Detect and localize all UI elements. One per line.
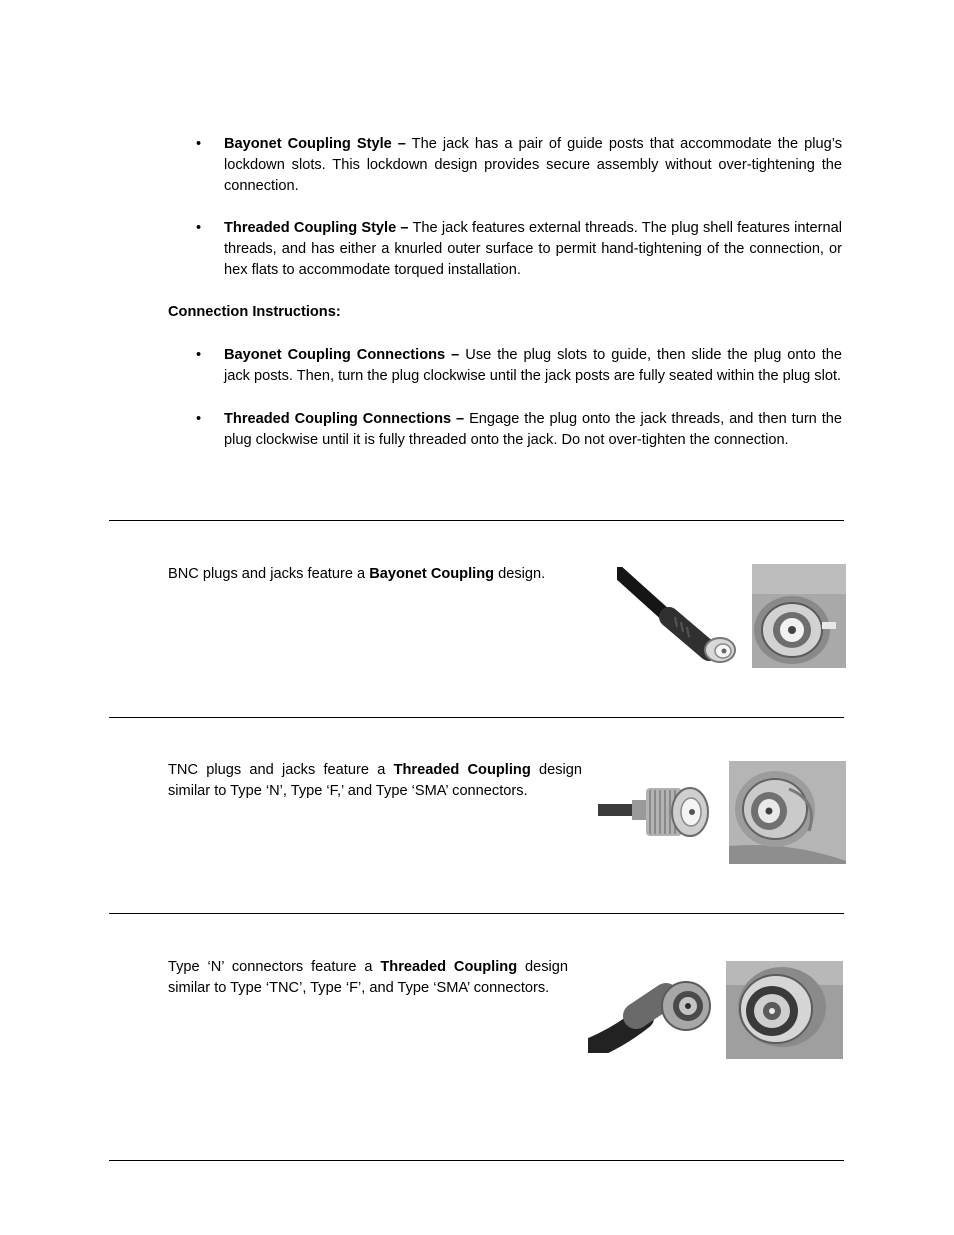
type-n-jack-image (726, 961, 843, 1059)
bnc-jack-image (752, 564, 846, 668)
bnc-jack-icon (752, 564, 846, 668)
item-text: Use the plug slots to guide, then slide the plug onto the jack posts. Then, turn the plug clockwise until the jack posts are fully seated within the plug slot. (224, 347, 842, 384)
tnc-jack-image (729, 761, 846, 864)
section-divider (109, 913, 844, 914)
connection-instructions-heading: Connection Instructions: (168, 304, 341, 320)
connection-steps-list (196, 345, 842, 451)
bullet-icon: • (196, 411, 202, 427)
item-title: Threaded Coupling Style – (224, 220, 409, 236)
bullet-icon: • (196, 136, 202, 152)
list-item-bayonet-style (196, 134, 842, 197)
item-title: Threaded Coupling Connections – (224, 411, 465, 427)
item-text: The jack has a pair of guide posts that accommodate the plug’s lockdown slots. This lockdown design provides secure assembly without over-tightening the connection. (224, 136, 842, 194)
item-title: Bayonet Coupling Style – (224, 136, 406, 152)
type-n-description: Type ‘N’ connectors feature a Threaded Coupling design similar to Type ‘TNC’, Type ‘F’, and Type ‘SMA’ connectors. (168, 959, 568, 996)
tnc-coupling-type: Threaded Coupling (393, 762, 531, 778)
bullet-icon: • (196, 347, 202, 363)
tnc-description: TNC plugs and jacks feature a Threaded Coupling design similar to Type ‘N’, Type ‘F,’ and Type ‘SMA’ connectors. (168, 762, 583, 799)
bnc-plug-image (617, 567, 738, 665)
tnc-plug-icon (598, 782, 712, 844)
tnc-jack-icon (729, 761, 846, 864)
type-n-plug-image (588, 978, 715, 1053)
page-footer-rule (109, 1160, 844, 1161)
bullet-icon: • (196, 220, 202, 236)
list-item-bayonet-connection (196, 345, 842, 387)
type-n-plug-icon (588, 978, 715, 1053)
bnc-description: BNC plugs and jacks feature a Bayonet Coupling design. (168, 566, 546, 582)
item-text: Engage the plug onto the jack threads, and then turn the plug clockwise until it is fully threaded onto the jack. Do not over-tighten the connection. (224, 411, 843, 448)
bnc-coupling-type: Bayonet Coupling (369, 566, 495, 582)
item-text: The jack features external threads. The plug shell features internal threads, and has either a knurled outer surface to permit hand-tightening of the connection, or hex flats to accommodate torqued installation. (224, 220, 842, 278)
list-item-threaded-style (196, 218, 842, 281)
section-divider (109, 520, 844, 521)
type-n-jack-icon (726, 961, 843, 1059)
type-n-coupling-type: Threaded Coupling (380, 959, 518, 975)
tnc-plug-image (598, 782, 712, 844)
coupling-style-list (196, 134, 842, 281)
section-divider (109, 717, 844, 718)
item-title: Bayonet Coupling Connections – (224, 347, 460, 363)
bnc-plug-icon (617, 567, 738, 665)
list-item-threaded-connection (196, 409, 842, 451)
